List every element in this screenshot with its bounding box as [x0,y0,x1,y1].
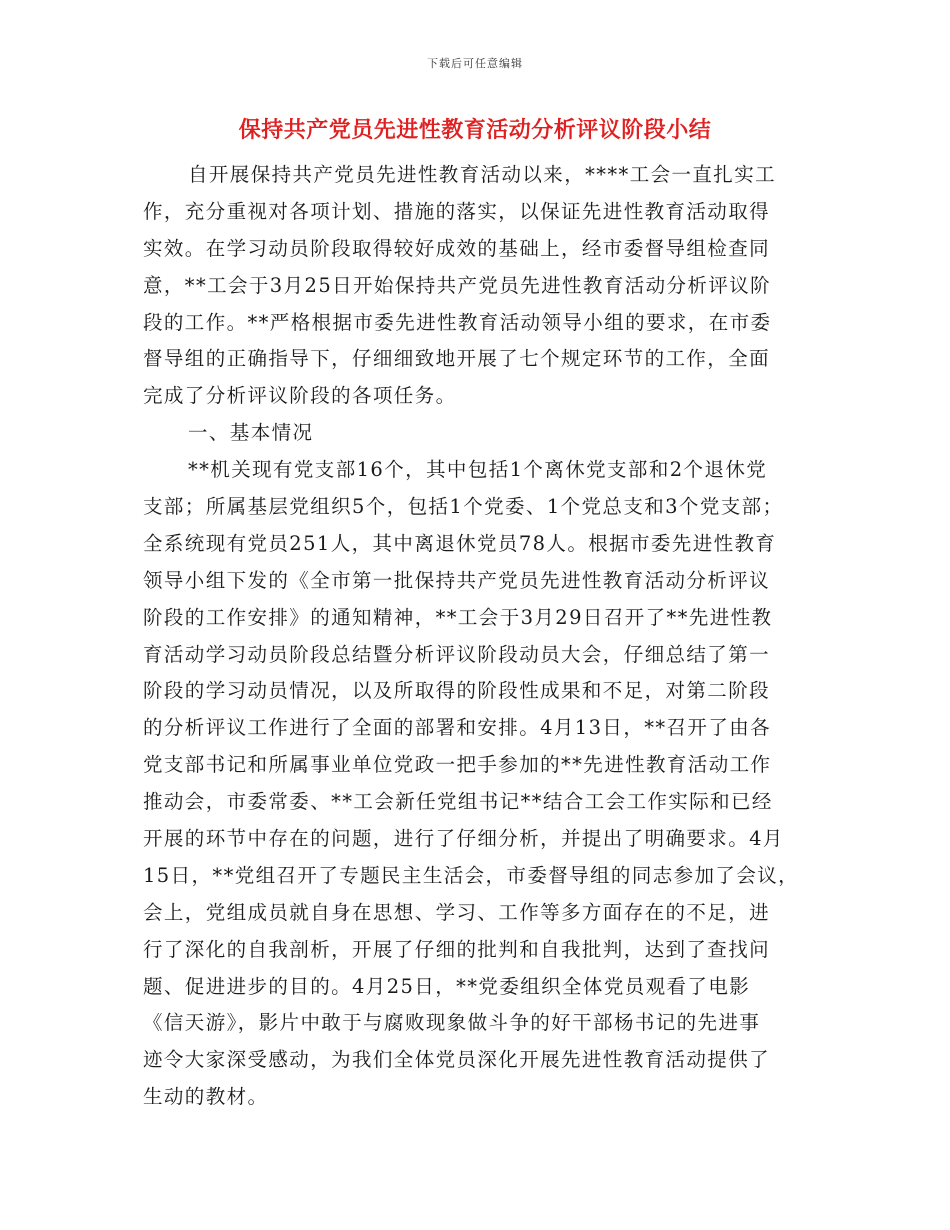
paragraph-line: **机关现有党支部16个，其中包括1个离休党支部和2个退休党 [188,458,768,482]
paragraph-line: 《信天游》，影片中敢于与腐败现象做斗争的好干部杨书记的先进事 [143,1011,761,1035]
paragraph-line: 推动会，市委常委、**工会新任党组书记**结合工会工作实际和已经 [143,790,773,814]
paragraph-line: 实效。在学习动员阶段取得较好成效的基础上，经市委督导组检查同 [143,236,771,260]
paragraph-line: 全系统现有党员251人，其中离退休党员78人。根据市委先进性教育 [143,531,777,555]
paragraph-line: 生动的教材。 [143,1085,269,1109]
paragraph-line: 段的工作。**严格根据市委先进性教育活动领导小组的要求，在市委 [143,310,772,334]
document-body [143,157,813,1116]
paragraph-line: 育活动学习动员阶段总结暨分析评议阶段动员大会，仔细总结了第一 [143,642,771,666]
paragraph-line: 意，**工会于3月25日开始保持共产党员先进性教育活动分析评议阶 [143,273,772,297]
paragraph-line: 的分析评议工作进行了全面的部署和安排。4月13日，**召开了由各 [143,716,772,740]
paragraph-line: 会上，党组成员就自身在思想、学习、工作等多方面存在的不足，进 [143,900,771,924]
paragraph-line: 领导小组下发的《全市第一批保持共产党员先进性教育活动分析评议 [143,568,771,592]
paragraph-line: 阶段的工作安排》的通知精神，**工会于3月29日召开了**先进性教 [143,605,773,629]
paragraph-line: 开展的环节中存在的问题，进行了仔细分析，并提出了明确要求。4月 [143,827,784,851]
paragraph-line: 题、促进进步的目的。4月25日，**党委组织全体党员观看了电影 [143,974,751,998]
paragraph-line: 阶段的学习动员情况，以及所取得的阶段性成果和不足，对第二阶段 [143,679,771,703]
paragraph-line: 迹令大家深受感动，为我们全体党员深化开展先进性教育活动提供了 [143,1048,771,1072]
paragraph-line: 作，充分重视对各项计划、措施的落实，以保证先进性教育活动取得 [143,199,771,223]
section-heading: 一、基本情况 [188,421,314,445]
paragraph-line: 支部；所属基层党组织5个，包括1个党委、1个党总支和3个党支部； [143,495,784,519]
paragraph-line: 完成了分析评议阶段的各项任务。 [143,384,457,408]
paragraph-line: 党支部书记和所属事业单位党政一把手参加的**先进性教育活动工作 [143,753,772,777]
header-note: 下载后可任意编辑 [427,57,523,70]
paragraph-line: 15日，**党组召开了专题民主生活会，市委督导组的同志参加了会议， [143,863,800,887]
paragraph-line: 自开展保持共产党员先进性教育活动以来，****工会一直扎实工 [188,163,777,186]
document-title: 保持共产党员先进性教育活动分析评议阶段小结 [238,118,712,143]
paragraph-line: 行了深化的自我剖析，开展了仔细的批判和自我批判，达到了查找问 [143,937,771,961]
paragraph-line: 督导组的正确指导下，仔细细致地开展了七个规定环节的工作，全面 [143,347,771,371]
